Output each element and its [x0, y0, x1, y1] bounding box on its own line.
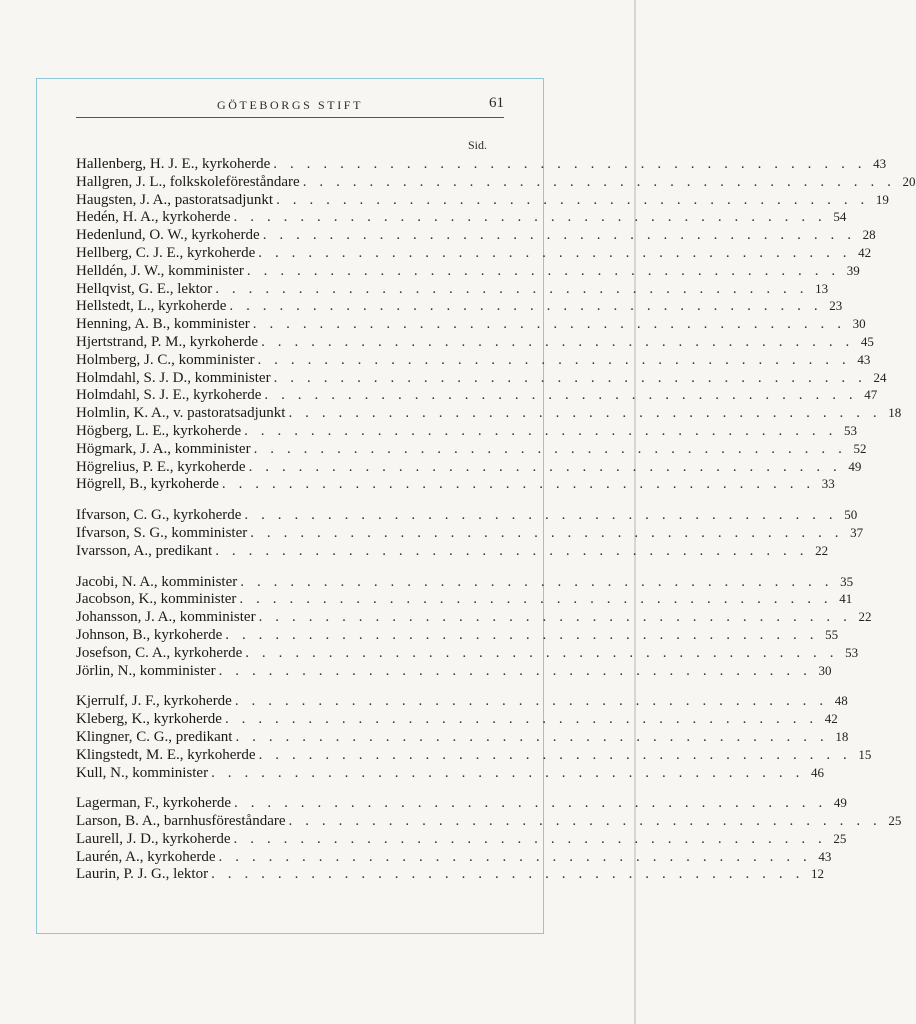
index-entry: [76, 573, 854, 591]
index-entry: [76, 812, 902, 830]
index-entry: [76, 173, 916, 191]
dot-leader: . . . . . . . . . . . . . . . . . . . . . . . . . . . . . . . . . . . .: [240, 573, 834, 590]
dot-leader: . . . . . . . . . . . . . . . . . . . . . . . . . . . . . . . . . . . .: [246, 262, 840, 279]
entry-page-number: 55: [825, 626, 839, 642]
dot-leader: . . . . . . . . . . . . . . . . . . . . . . . . . . . . . . . . . . . .: [235, 728, 829, 745]
dot-leader: . . . . . . . . . . . . . . . . . . . . . . . . . . . . . . . . . . . .: [225, 626, 819, 643]
dot-leader: . . . . . . . . . . . . . . . . . . . . . . . . . . . . . . . . . . . .: [234, 795, 827, 812]
entry-page-number: 47: [864, 387, 878, 403]
entry-page-number: 13: [815, 280, 829, 296]
entry-page-number: 41: [839, 591, 853, 607]
entry-page-number: 25: [833, 830, 847, 846]
index-entry: [76, 191, 889, 209]
entry-page-number: 54: [833, 209, 847, 225]
dot-leader: . . . . . . . . . . . . . . . . . . . . . . . . . . . . . . . . . . . .: [261, 333, 854, 350]
index-entry: [76, 351, 871, 369]
index-list: [76, 155, 916, 896]
dot-leader: . . . . . . . . . . . . . . . . . . . . . . . . . . . . . . . . . . . .: [250, 524, 844, 541]
index-entry: [76, 644, 859, 662]
dot-leader: . . . . . . . . . . . . . . . . . . . . . . . . . . . . . . . . . . . .: [276, 191, 869, 208]
entry-page-number: 42: [824, 711, 838, 727]
index-entry: [76, 404, 902, 422]
dot-leader: . . . . . . . . . . . . . . . . . . . . . . . . . . . . . . . . . . . .: [218, 848, 812, 865]
dot-leader: . . . . . . . . . . . . . . . . . . . . . . . . . . . . . . . . . . . .: [211, 764, 804, 781]
index-entry: [76, 369, 887, 387]
dot-leader: . . . . . . . . . . . . . . . . . . . . . . . . . . . . . . . . . . . .: [233, 830, 827, 847]
index-entry: [76, 848, 832, 866]
entry-page-number: 30: [818, 662, 832, 678]
entry-page-number: 30: [852, 316, 866, 332]
dot-leader: . . . . . . . . . . . . . . . . . . . . . . . . . . . . . . . . . . . .: [211, 866, 804, 883]
entry-page-number: 18: [835, 728, 849, 744]
index-entry: [76, 542, 829, 560]
dot-leader: . . . . . . . . . . . . . . . . . . . . . . . . . . . . . . . . . . . .: [215, 280, 809, 297]
index-entry: [76, 422, 857, 440]
index-entry: [76, 333, 874, 351]
dot-leader: . . . . . . . . . . . . . . . . . . . . . . . . . . . . . . . . . . . .: [224, 711, 818, 728]
entry-name: Hellstedt, L., kyrkoherde: [76, 298, 227, 315]
index-entry: [76, 506, 858, 524]
entry-name: Kjerrulf, J. F., kyrkoherde: [76, 693, 232, 710]
entry-name: Högmark, J. A., komminister: [76, 440, 251, 457]
index-entry: [76, 475, 835, 493]
entry-name: Ifvarson, S. G., komminister: [76, 524, 248, 541]
dot-leader: . . . . . . . . . . . . . . . . . . . . . . . . . . . . . . . . . . . .: [273, 369, 867, 386]
dot-leader: . . . . . . . . . . . . . . . . . . . . . . . . . . . . . . . . . . . .: [264, 387, 858, 404]
index-group: [76, 692, 872, 781]
entry-name: Hellberg, C. J. E., kyrkoherde: [76, 244, 256, 261]
index-group: [76, 506, 864, 559]
index-entry: [76, 244, 872, 262]
running-title: GÖTEBORGS STIFT: [216, 98, 363, 112]
page-header: [76, 97, 504, 118]
dot-leader: . . . . . . . . . . . . . . . . . . . . . . . . . . . . . . . . . . . .: [245, 644, 839, 661]
page-column-label: Sid.: [467, 138, 487, 152]
entry-name: Holmberg, J. C., komminister: [76, 351, 255, 368]
entry-name: Laurell, J. D., kyrkoherde: [76, 830, 231, 847]
dot-leader: . . . . . . . . . . . . . . . . . . . . . . . . . . . . . . . . . . . .: [244, 422, 837, 439]
index-entry: [76, 386, 878, 404]
entry-page-number: 18: [888, 405, 902, 421]
entry-page-number: 45: [860, 333, 874, 349]
dot-leader: . . . . . . . . . . . . . . . . . . . . . . . . . . . . . . . . . . . .: [233, 209, 827, 226]
index-entry: [76, 524, 864, 542]
index-entry: [76, 440, 867, 458]
dot-leader: . . . . . . . . . . . . . . . . . . . . . . . . . . . . . . . . . . . .: [253, 440, 847, 457]
dot-leader: . . . . . . . . . . . . . . . . . . . . . . . . . . . . . . . . . . . .: [252, 316, 846, 333]
index-entry: [76, 692, 848, 710]
entry-page-number: 50: [844, 507, 858, 523]
entry-name: Ifvarson, C. G., kyrkoherde: [76, 507, 242, 524]
index-entry: [76, 262, 860, 280]
entry-name: Hedenlund, O. W., kyrkoherde: [76, 227, 260, 244]
dot-leader: . . . . . . . . . . . . . . . . . . . . . . . . . . . . . . . . . . . .: [258, 609, 852, 626]
entry-name: Laurin, P. J. G., lektor: [76, 866, 209, 883]
entry-name: Larson, B. A., barnhusföreståndare: [76, 813, 286, 830]
dot-leader: . . . . . . . . . . . . . . . . . . . . . . . . . . . . . . . . . . . .: [258, 244, 852, 261]
dot-leader: . . . . . . . . . . . . . . . . . . . . . . . . . . . . . . . . . . . .: [302, 173, 896, 190]
index-group: [76, 573, 872, 680]
index-entry: [76, 865, 824, 883]
entry-page-number: 12: [810, 866, 824, 882]
entry-page-number: 22: [858, 609, 872, 625]
index-entry: [76, 155, 887, 173]
entry-page-number: 49: [833, 795, 847, 811]
entry-page-number: 42: [858, 244, 872, 260]
entry-page-number: 28: [862, 227, 876, 243]
index-entry: [76, 746, 872, 764]
dot-leader: . . . . . . . . . . . . . . . . . . . . . . . . . . . . . . . . . . . .: [273, 156, 867, 172]
dot-leader: . . . . . . . . . . . . . . . . . . . . . . . . . . . . . . . . . . . .: [234, 693, 828, 710]
entry-name: Holmlin, K. A., v. pastoratsadjunkt: [76, 405, 286, 422]
entry-page-number: 49: [848, 458, 862, 474]
entry-page-number: 20: [902, 173, 916, 189]
entry-page-number: 19: [875, 191, 889, 207]
index-entry: [76, 662, 832, 680]
index-entry: [76, 226, 876, 244]
entry-name: Lagerman, F., kyrkoherde: [76, 795, 231, 812]
entry-page-number: 53: [843, 422, 857, 438]
entry-name: Johnson, B., kyrkoherde: [76, 626, 223, 643]
dot-leader: . . . . . . . . . . . . . . . . . . . . . . . . . . . . . . . . . . . .: [218, 662, 812, 679]
index-entry: [76, 728, 849, 746]
entry-page-number: 43: [818, 848, 832, 864]
index-entry: [76, 458, 862, 476]
index-entry: [76, 830, 847, 848]
entry-page-number: 48: [834, 693, 848, 709]
entry-page-number: 25: [888, 813, 902, 829]
entry-name: Högrelius, P. E., kyrkoherde: [76, 458, 246, 475]
index-entry: [76, 315, 866, 333]
dot-leader: . . . . . . . . . . . . . . . . . . . . . . . . . . . . . . . . . . . .: [248, 458, 842, 475]
entry-name: Henning, A. B., komminister: [76, 316, 250, 333]
index-entry: [76, 764, 824, 782]
entry-name: Johansson, J. A., komminister: [76, 609, 256, 626]
dot-leader: . . . . . . . . . . . . . . . . . . . . . . . . . . . . . . . . . . . .: [239, 591, 833, 608]
entry-page-number: 22: [815, 542, 829, 558]
entry-name: Haugsten, J. A., pastoratsadjunkt: [76, 191, 274, 208]
index-entry: [76, 280, 829, 298]
entry-name: Jacobi, N. A., komminister: [76, 573, 238, 590]
dot-leader: . . . . . . . . . . . . . . . . . . . . . . . . . . . . . . . . . . . .: [288, 813, 882, 830]
dot-leader: . . . . . . . . . . . . . . . . . . . . . . . . . . . . . . . . . . . .: [215, 542, 809, 559]
entry-name: Hedén, H. A., kyrkoherde: [76, 209, 231, 226]
index-entry: [76, 208, 847, 226]
entry-name: Laurén, A., kyrkoherde: [76, 848, 216, 865]
entry-page-number: 35: [840, 573, 854, 589]
entry-name: Högrell, B., kyrkoherde: [76, 476, 219, 493]
entry-name: Ivarsson, A., predikant: [76, 542, 213, 559]
entry-page-number: 43: [873, 156, 887, 171]
dot-leader: . . . . . . . . . . . . . . . . . . . . . . . . . . . . . . . . . . . .: [244, 507, 838, 524]
index-entry: [76, 626, 839, 644]
entry-page-number: 52: [853, 440, 867, 456]
index-group: [76, 155, 916, 493]
entry-name: Jacobson, K., komminister: [76, 591, 237, 608]
entry-name: Högberg, L. E., kyrkoherde: [76, 422, 242, 439]
index-entry: [76, 608, 872, 626]
entry-name: Hjertstrand, P. M., kyrkoherde: [76, 333, 259, 350]
entry-name: Hallgren, J. L., folkskoleföreståndare: [76, 173, 300, 190]
index-entry: [76, 794, 847, 812]
entry-name: Klingner, C. G., predikant: [76, 728, 233, 745]
dot-leader: . . . . . . . . . . . . . . . . . . . . . . . . . . . . . . . . . . . .: [288, 405, 882, 422]
entry-name: Hellqvist, G. E., lektor: [76, 280, 213, 297]
entry-page-number: 15: [858, 746, 872, 762]
dot-leader: . . . . . . . . . . . . . . . . . . . . . . . . . . . . . . . . . . . .: [229, 298, 823, 315]
index-entry: [76, 710, 838, 728]
dot-leader: . . . . . . . . . . . . . . . . . . . . . . . . . . . . . . . . . . . .: [257, 351, 851, 368]
entry-name: Hallenberg, H. J. E., kyrkoherde: [76, 156, 271, 172]
entry-name: Klingstedt, M. E., kyrkoherde: [76, 746, 256, 763]
index-entry: [76, 297, 843, 315]
entry-name: Helldén, J. W., komminister: [76, 262, 244, 279]
entry-page-number: 23: [829, 298, 843, 314]
entry-page-number: 37: [850, 524, 864, 540]
entry-page-number: 24: [873, 369, 887, 385]
entry-name: Kleberg, K., kyrkoherde: [76, 711, 222, 728]
entry-name: Holmdahl, S. J. D., komminister: [76, 369, 271, 386]
entry-page-number: 53: [845, 644, 859, 660]
index-entry: [76, 590, 853, 608]
entry-page-number: 33: [821, 476, 835, 492]
dot-leader: . . . . . . . . . . . . . . . . . . . . . . . . . . . . . . . . . . . .: [258, 746, 852, 763]
page-number: 61: [489, 95, 504, 111]
dot-leader: . . . . . . . . . . . . . . . . . . . . . . . . . . . . . . . . . . . .: [262, 227, 856, 244]
entry-page-number: 46: [810, 764, 824, 780]
dot-leader: . . . . . . . . . . . . . . . . . . . . . . . . . . . . . . . . . . . .: [221, 476, 815, 493]
index-group: [76, 794, 902, 883]
entry-page-number: 43: [857, 351, 871, 367]
entry-name: Kull, N., komminister: [76, 764, 209, 781]
entry-name: Josefson, C. A., kyrkoherde: [76, 644, 243, 661]
entry-name: Holmdahl, S. J. E., kyrkoherde: [76, 387, 262, 404]
entry-name: Jörlin, N., komminister: [76, 662, 216, 679]
entry-page-number: 39: [846, 262, 860, 278]
